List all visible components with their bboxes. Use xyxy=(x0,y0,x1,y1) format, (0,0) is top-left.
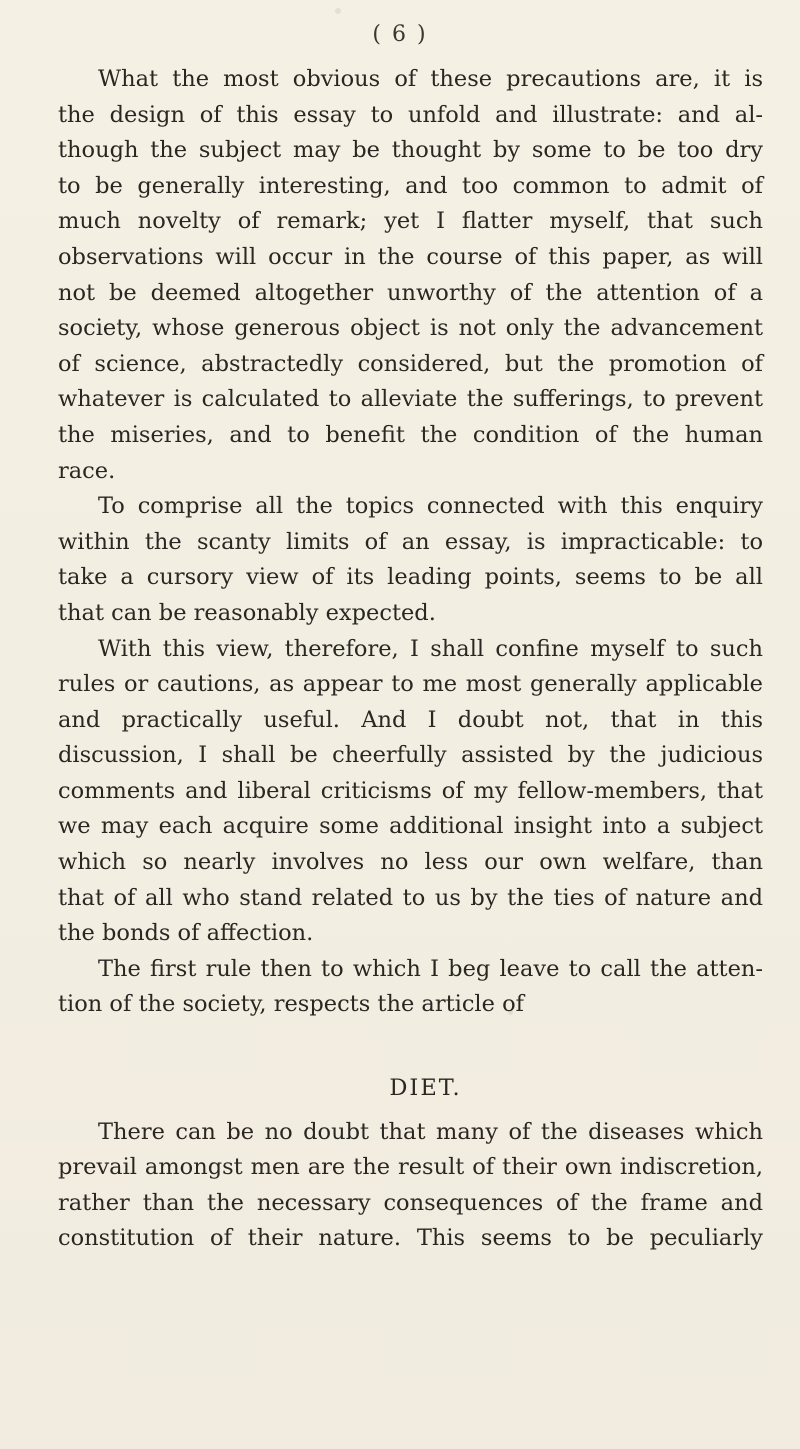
paragraph xyxy=(58,952,763,1023)
text-line: the miseries, and to benefit the condition of the human xyxy=(58,421,763,448)
paragraph xyxy=(58,489,763,631)
text-line: whatever is calculated to alleviate the sufferings, to prevent xyxy=(58,386,763,413)
text-line: that of all who stand related to us by the ties of nature and xyxy=(58,884,763,911)
text-line: the bonds of affection. xyxy=(58,920,314,947)
body-text xyxy=(58,62,763,1257)
text-line: which so nearly involves no less our own welfare, than xyxy=(58,849,763,876)
text-line: not be deemed altogether unworthy of the attention of a xyxy=(58,279,763,306)
text-line: though the subject may be thought by some to be too dry xyxy=(58,137,763,164)
text-line: we may each acquire some additional insight into a subject xyxy=(58,813,763,840)
text-line: race. xyxy=(58,457,116,484)
text-line: that can be reasonably expected. xyxy=(58,599,436,626)
text-line: discussion, I shall be cheerfully assisted by the judicious xyxy=(58,742,763,769)
section-heading: DIET. xyxy=(389,1075,462,1102)
paragraph xyxy=(58,1115,763,1257)
text-line: prevail amongst men are the result of their own indiscretion, xyxy=(58,1154,763,1181)
text-line: take a cursory view of its leading points, seems to be all xyxy=(58,564,763,591)
text-line: the design of this essay to unfold and illustrate: and al- xyxy=(58,101,763,128)
text-line: rather than the necessary consequences of the frame and xyxy=(58,1189,763,1216)
text-line: There can be no doubt that many of the diseases which xyxy=(98,1118,763,1145)
text-line: rules or cautions, as appear to me most generally applicable xyxy=(58,671,763,698)
text-line: comments and liberal criticisms of my fellow-members, that xyxy=(58,777,763,804)
text-line: The first rule then to which I beg leave to call the atten- xyxy=(98,955,763,982)
text-line: of science, abstractedly considered, but the promotion of xyxy=(58,350,763,377)
text-line: constitution of their nature. This seems to be peculiarly xyxy=(58,1225,763,1252)
text-line: much novelty of remark; yet I flatter myself, that such xyxy=(58,208,763,235)
text-line: With this view, therefore, I shall confine myself to such xyxy=(98,635,763,662)
text-line: tion of the society, respects the article of xyxy=(58,991,524,1018)
paragraph xyxy=(58,632,763,952)
text-line: to be generally interesting, and too common to admit of xyxy=(58,172,763,199)
paragraph xyxy=(58,62,763,489)
paper-blemish xyxy=(335,8,341,14)
page-number: ( 6 ) xyxy=(372,22,428,47)
text-line: society, whose generous object is not only the advancement xyxy=(58,315,763,342)
text-line: What the most obvious of these precautions are, it is xyxy=(98,66,763,92)
text-line: within the scanty limits of an essay, is impracticable: to xyxy=(58,528,763,555)
text-line: To comprise all the topics connected with this enquiry xyxy=(98,493,763,520)
text-line: and practically useful. And I doubt not, that in this xyxy=(58,706,763,733)
text-line: observations will occur in the course of this paper, as will xyxy=(58,243,763,270)
